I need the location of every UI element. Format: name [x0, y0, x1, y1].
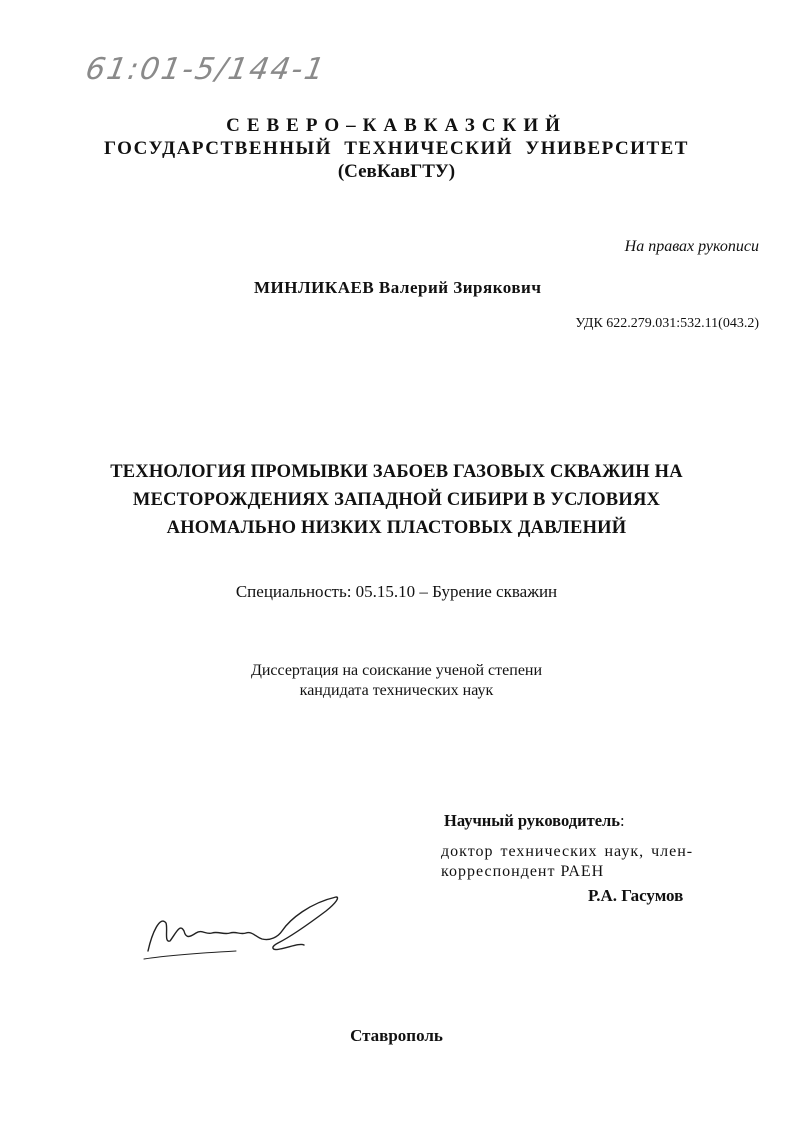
udk-code: УДК 622.279.031:532.11(043.2) — [575, 316, 759, 331]
thesis-title-line2: МЕСТОРОЖДЕНИЯХ ЗАПАДНОЙ СИБИРИ В УСЛОВИЯХ — [132, 490, 661, 510]
supervisor-label-colon: : — [620, 811, 625, 830]
university-name-line1: СЕВЕРО–КАВКАЗСКИЙ — [226, 115, 567, 136]
dissertation-degree-line1: Диссертация на соискание ученой степени — [250, 662, 543, 679]
city: Ставрополь — [350, 1026, 443, 1045]
university-abbreviation: (СевКавГТУ) — [337, 161, 456, 182]
thesis-title-line1: ТЕХНОЛОГИЯ ПРОМЫВКИ ЗАБОЕВ ГАЗОВЫХ СКВАЖИН НА — [110, 462, 683, 482]
author-name: МИНЛИКАЕВ Валерий Зирякович — [254, 278, 542, 297]
supervisor-name: Р.А. Гасумов — [588, 886, 684, 905]
manuscript-rights-note: На правах рукописи — [624, 238, 759, 255]
dissertation-degree-line2: кандидата технических наук — [299, 682, 494, 699]
supervisor-degree-line2: корреспондент РАЕН — [441, 863, 605, 880]
supervisor-label-text: Научный руководитель — [444, 811, 620, 830]
supervisor-label — [444, 811, 625, 831]
university-name-line2: ГОСУДАРСТВЕННЫЙ ТЕХНИЧЕСКИЙ УНИВЕРСИТЕТ — [104, 138, 689, 159]
archive-stamp: 61:01-5/144-1 — [82, 52, 329, 87]
handwritten-signature — [140, 893, 350, 963]
supervisor-degree-line1: доктор технических наук, член- — [441, 843, 694, 860]
thesis-title-line3: АНОМАЛЬНО НИЗКИХ ПЛАСТОВЫХ ДАВЛЕНИЙ — [166, 518, 627, 538]
specialty: Специальность: 05.15.10 – Бурение скважин — [235, 582, 558, 601]
